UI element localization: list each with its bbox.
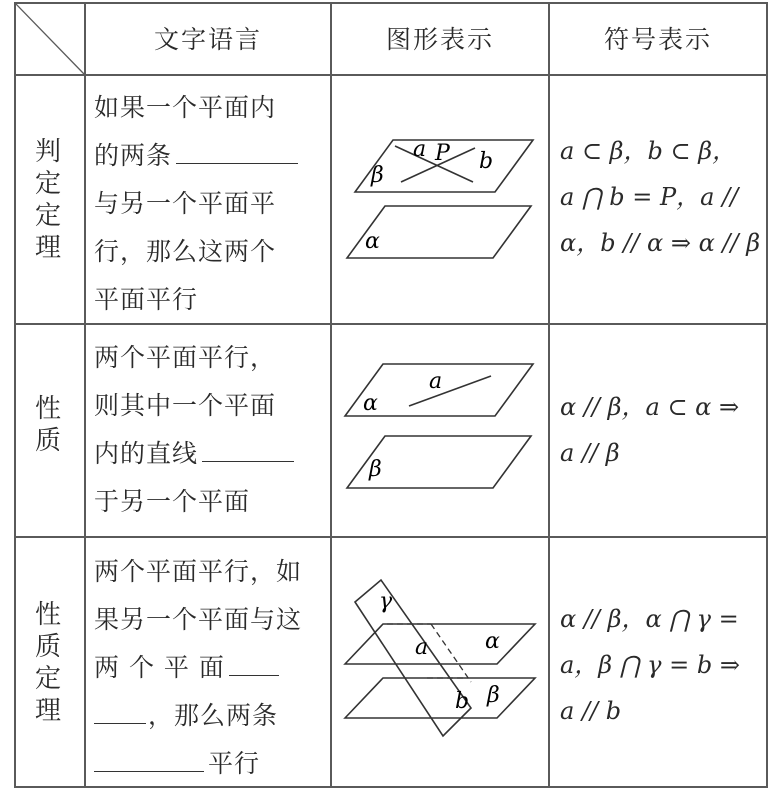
row1-text-line: 行，那么这两个 xyxy=(94,237,277,266)
row1-text-line: 如果一个平面内 xyxy=(94,93,277,122)
row1-label-char: 判 xyxy=(34,137,61,167)
row3-text-line: 两个平面平行，如 xyxy=(94,557,303,586)
row1-symbol-line: a ⋂ b = P，a // xyxy=(560,183,739,211)
row1-label xyxy=(28,120,68,280)
row1-text-line: 平面平行 xyxy=(94,285,199,314)
row3-text-line-part: 两 个 平 面 xyxy=(94,653,225,682)
row3-symbol-line: α // β，α ⋂ γ = xyxy=(560,605,739,633)
header-corner-diagonal xyxy=(14,2,86,76)
fill-blank-1[interactable] xyxy=(176,141,298,164)
row3-text-line-part: 平行 xyxy=(208,749,261,778)
row3-text-line: 果另一个平面与这 xyxy=(94,605,303,634)
row-sep-2 xyxy=(14,536,768,538)
row2-text xyxy=(94,334,326,526)
row2-symbols xyxy=(560,384,765,476)
plane-beta xyxy=(345,678,535,718)
header-text-language: 文字语言 xyxy=(153,25,262,54)
row1-label-char: 定 xyxy=(34,169,61,199)
point-p-label: P xyxy=(435,141,450,166)
line-a xyxy=(409,376,491,406)
row3-text-line-part: ，那么两条 xyxy=(148,701,279,730)
row1-text-line: 与另一个平面平 xyxy=(94,189,277,218)
plane-gamma xyxy=(355,580,471,736)
row1-figure xyxy=(335,120,545,270)
row2-label xyxy=(28,380,68,470)
fill-blank-4[interactable] xyxy=(94,749,204,772)
row3-label-char: 定 xyxy=(34,663,61,694)
line-b-label: b xyxy=(479,149,494,174)
row2-figure xyxy=(335,354,545,499)
fill-blank-2[interactable] xyxy=(202,439,294,462)
line-a-label: a xyxy=(413,137,427,162)
fill-blank-3b[interactable] xyxy=(94,701,146,724)
row2-label-char: 性 xyxy=(34,394,61,424)
gamma-hidden-edge xyxy=(431,624,471,682)
row1-label-char: 定 xyxy=(34,201,61,231)
plane-alpha-label: α xyxy=(365,229,380,254)
row2-text-line-part: 内的直线 xyxy=(94,439,199,468)
line-a-label: a xyxy=(429,369,443,394)
plane-alpha-label: α xyxy=(363,391,378,416)
row3-label xyxy=(28,590,68,735)
row1-symbol-line: α，b // α ⇒ α // β xyxy=(560,229,761,257)
row1-text-line xyxy=(94,132,326,180)
row3-symbol-line: a // b xyxy=(560,697,622,725)
header-symbol: 符号表示 xyxy=(603,25,712,54)
row2-text-line: 则其中一个平面 xyxy=(94,391,277,420)
plane-beta-label: β xyxy=(371,163,384,188)
row2-label-char: 质 xyxy=(34,426,61,456)
plane-gamma-label: γ xyxy=(379,589,393,614)
plane-alpha-label: α xyxy=(485,629,500,654)
row3-label-char: 性 xyxy=(34,599,61,630)
table-border-left xyxy=(14,2,16,788)
row2-text-line: 于另一个平面 xyxy=(94,487,251,516)
row-sep-header xyxy=(14,74,768,76)
plane-beta-label: β xyxy=(369,457,382,482)
row1-text-line-part: 的两条 xyxy=(94,141,173,170)
col-sep-2 xyxy=(330,2,332,788)
line-b-label: b xyxy=(455,689,470,714)
row2-text-line xyxy=(94,430,326,478)
row2-text-line: 两个平面平行， xyxy=(94,343,277,372)
row3-symbols xyxy=(560,596,765,734)
row3-figure xyxy=(335,576,545,776)
row3-symbol-line: a，β ⋂ γ = b ⇒ xyxy=(560,651,740,679)
row3-text-line xyxy=(94,692,326,740)
row3-label-char: 质 xyxy=(34,631,61,662)
col-sep-1 xyxy=(84,2,86,788)
row1-symbol-line: a ⊂ β，b ⊂ β， xyxy=(560,137,737,165)
row1-label-char: 理 xyxy=(34,233,61,263)
row3-text xyxy=(94,548,326,788)
line-a-label: a xyxy=(415,635,429,660)
fill-blank-3a[interactable] xyxy=(229,653,279,676)
row3-label-char: 理 xyxy=(34,695,61,726)
row3-text-line xyxy=(94,644,326,692)
line-a xyxy=(395,146,473,182)
col-sep-3 xyxy=(548,2,550,788)
row3-text-line xyxy=(94,740,326,788)
row2-symbol-line: a // β xyxy=(560,439,620,467)
plane-beta-label: β xyxy=(487,683,500,708)
header-figure: 图形表示 xyxy=(385,25,494,54)
row1-symbols xyxy=(560,128,765,266)
table-border-right xyxy=(766,2,768,788)
row1-text xyxy=(94,84,326,324)
row2-symbol-line: α // β，a ⊂ α ⇒ xyxy=(560,393,740,421)
